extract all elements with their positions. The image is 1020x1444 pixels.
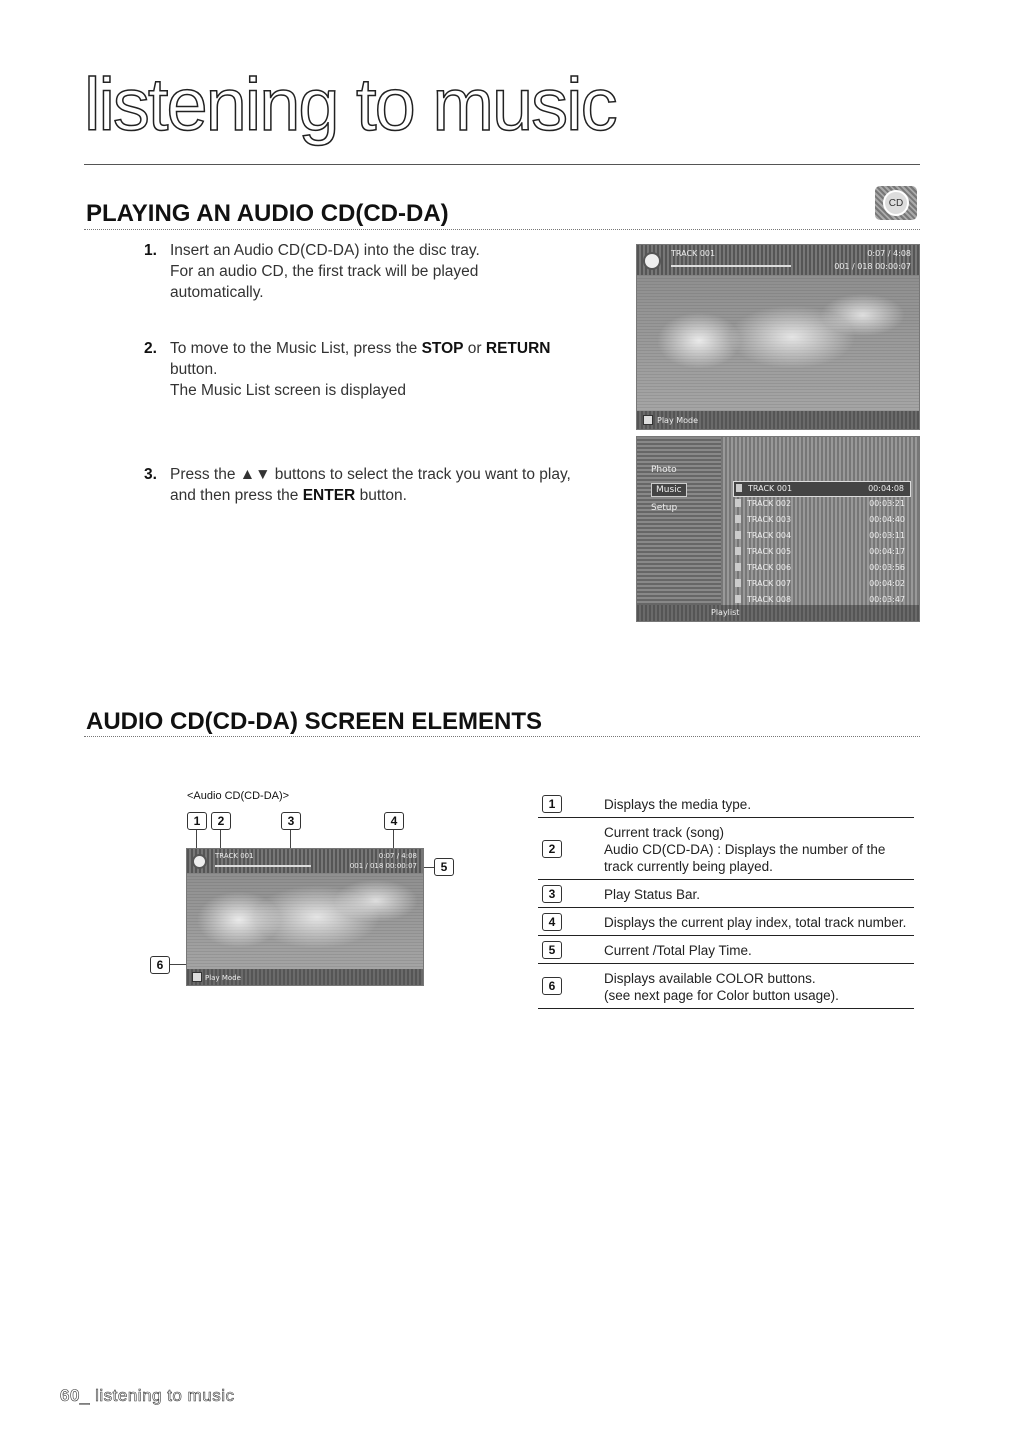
music-note-icon (735, 515, 741, 523)
callout-3: 3 (281, 812, 301, 830)
legend-text: Current track (song) (604, 825, 725, 840)
track-name: TRACK 003 (747, 515, 792, 524)
button-name-enter: ENTER (302, 487, 356, 504)
track-row (733, 481, 911, 497)
play-mode-label: Play Mode (205, 974, 241, 982)
step-text: Insert an Audio CD(CD-DA) into the disc tray. (170, 242, 480, 259)
legend-callout: 2 (542, 840, 562, 858)
music-note-icon (735, 579, 741, 587)
menu-item-setup: Setup (651, 503, 678, 513)
legend-row-6 (538, 964, 914, 1009)
step-text-part: button. (355, 487, 407, 504)
track-row (733, 577, 911, 591)
music-list-sidebar (637, 437, 721, 605)
button-name-stop: STOP (421, 340, 464, 357)
cd-media-badge (875, 186, 917, 220)
title-rule (84, 164, 920, 165)
legend-callout: 4 (542, 913, 562, 931)
callout-6: 6 (150, 956, 170, 974)
legend-callout: 1 (542, 795, 562, 813)
track-time: 00:04:17 (869, 547, 905, 556)
legend-callout: 5 (542, 941, 562, 959)
step-text (170, 338, 630, 359)
legend-text: Play Status Bar. (604, 887, 701, 902)
play-mode-label: Play Mode (657, 416, 699, 425)
track-row (733, 529, 911, 543)
music-note-icon (735, 595, 741, 603)
play-status-bar (215, 865, 311, 867)
menu-item-photo: Photo (651, 465, 677, 475)
section-heading-playing: PLAYING AN AUDIO CD(CD-DA) (86, 200, 449, 227)
track-time: 00:04:40 (869, 515, 905, 524)
callout-2: 2 (211, 812, 231, 830)
track-row (733, 513, 911, 527)
play-index-label: 001 / 018 00:00:07 (834, 262, 911, 271)
legend-callout: 6 (542, 977, 562, 995)
legend-text: Displays available COLOR buttons. (604, 971, 816, 986)
step-2 (144, 338, 630, 401)
music-note-icon (736, 484, 742, 492)
play-screen-screenshot (636, 244, 920, 430)
track-name: TRACK 002 (747, 499, 792, 508)
legend-text: (see next page for Color button usage). (604, 988, 839, 1003)
track-time: 00:03:21 (869, 499, 905, 508)
footer-text: _ listening to music (79, 1386, 235, 1405)
callout-5: 5 (434, 858, 454, 876)
track-row (733, 561, 911, 575)
music-note-icon (735, 547, 741, 555)
music-note-icon (735, 499, 741, 507)
legend-row-2 (538, 818, 914, 880)
legend-text: Audio CD(CD-DA) : Displays the number of the (604, 842, 886, 857)
step-text: Press the ▲▼ buttons to select the track you want to play, (170, 466, 571, 483)
step-text: automatically. (170, 284, 264, 301)
step-text (170, 485, 630, 506)
step-number: 2. (144, 340, 157, 357)
color-button-icon (643, 415, 653, 425)
cd-icon (643, 252, 661, 270)
step-text: For an audio CD, the first track will be played (170, 263, 479, 280)
legend-text: track currently being played. (604, 859, 773, 874)
step-1 (144, 240, 630, 303)
track-time: 00:04:02 (869, 579, 905, 588)
music-list-bottombar (637, 605, 919, 621)
step-number: 1. (144, 242, 157, 259)
menu-item-music: Music (651, 483, 687, 497)
button-name-return: RETURN (485, 340, 551, 357)
leader-line (170, 964, 186, 965)
playlist-label: Playlist (711, 608, 740, 617)
step-text: The Music List screen is displayed (170, 382, 407, 399)
track-name: TRACK 007 (747, 579, 792, 588)
callout-1: 1 (187, 812, 207, 830)
track-time: 00:03:56 (869, 563, 905, 572)
page-title: listening to music (84, 63, 616, 146)
legend-row-3 (538, 880, 914, 908)
step-text-part: or (463, 340, 486, 357)
screen-elements-legend (538, 790, 914, 1009)
diagram-caption: <Audio CD(CD-DA)> (187, 790, 290, 802)
step-text: button. (170, 361, 218, 378)
track-name: TRACK 005 (747, 547, 792, 556)
screen-elements-diagram (186, 848, 424, 986)
color-button-icon (192, 972, 202, 982)
cd-disc-icon (883, 190, 909, 216)
play-index-label: 001 / 018 00:00:07 (349, 862, 417, 870)
section-rule (84, 229, 920, 230)
play-time-label: 0:07 / 4:08 (378, 852, 417, 860)
track-time: 00:04:08 (868, 484, 904, 493)
track-time: 00:03:47 (869, 595, 905, 604)
step-text-part: To move to the Music List, press the (170, 340, 422, 357)
play-time-label: 0:07 / 4:08 (867, 249, 911, 258)
page-number: 60 (60, 1386, 80, 1405)
track-time: 00:03:11 (869, 531, 905, 540)
music-note-icon (735, 563, 741, 571)
play-status-bar (671, 265, 791, 267)
track-name: TRACK 008 (747, 595, 792, 604)
legend-callout: 3 (542, 885, 562, 903)
step-3 (144, 464, 630, 506)
legend-row-1 (538, 790, 914, 818)
track-label: TRACK 001 (215, 852, 254, 860)
legend-row-4 (538, 908, 914, 936)
page-footer (60, 1386, 235, 1406)
legend-text: Displays the media type. (604, 797, 752, 812)
legend-text: Displays the current play index, total track number. (604, 915, 907, 930)
music-note-icon (735, 531, 741, 539)
section-heading-screen-elements: AUDIO CD(CD-DA) SCREEN ELEMENTS (86, 708, 542, 735)
track-row (733, 497, 911, 511)
track-name: TRACK 006 (747, 563, 792, 572)
music-list-screenshot (636, 436, 920, 622)
cd-badge-label: CD (888, 197, 904, 209)
legend-row-5 (538, 936, 914, 964)
track-name: TRACK 001 (748, 484, 793, 493)
track-row (733, 545, 911, 559)
step-number: 3. (144, 466, 157, 483)
cd-icon (192, 854, 207, 869)
track-name: TRACK 004 (747, 531, 792, 540)
track-label: TRACK 001 (671, 249, 716, 258)
callout-4: 4 (384, 812, 404, 830)
step-text-part: and then press the (170, 487, 303, 504)
section-rule (84, 736, 920, 737)
legend-text: Current /Total Play Time. (604, 943, 752, 958)
